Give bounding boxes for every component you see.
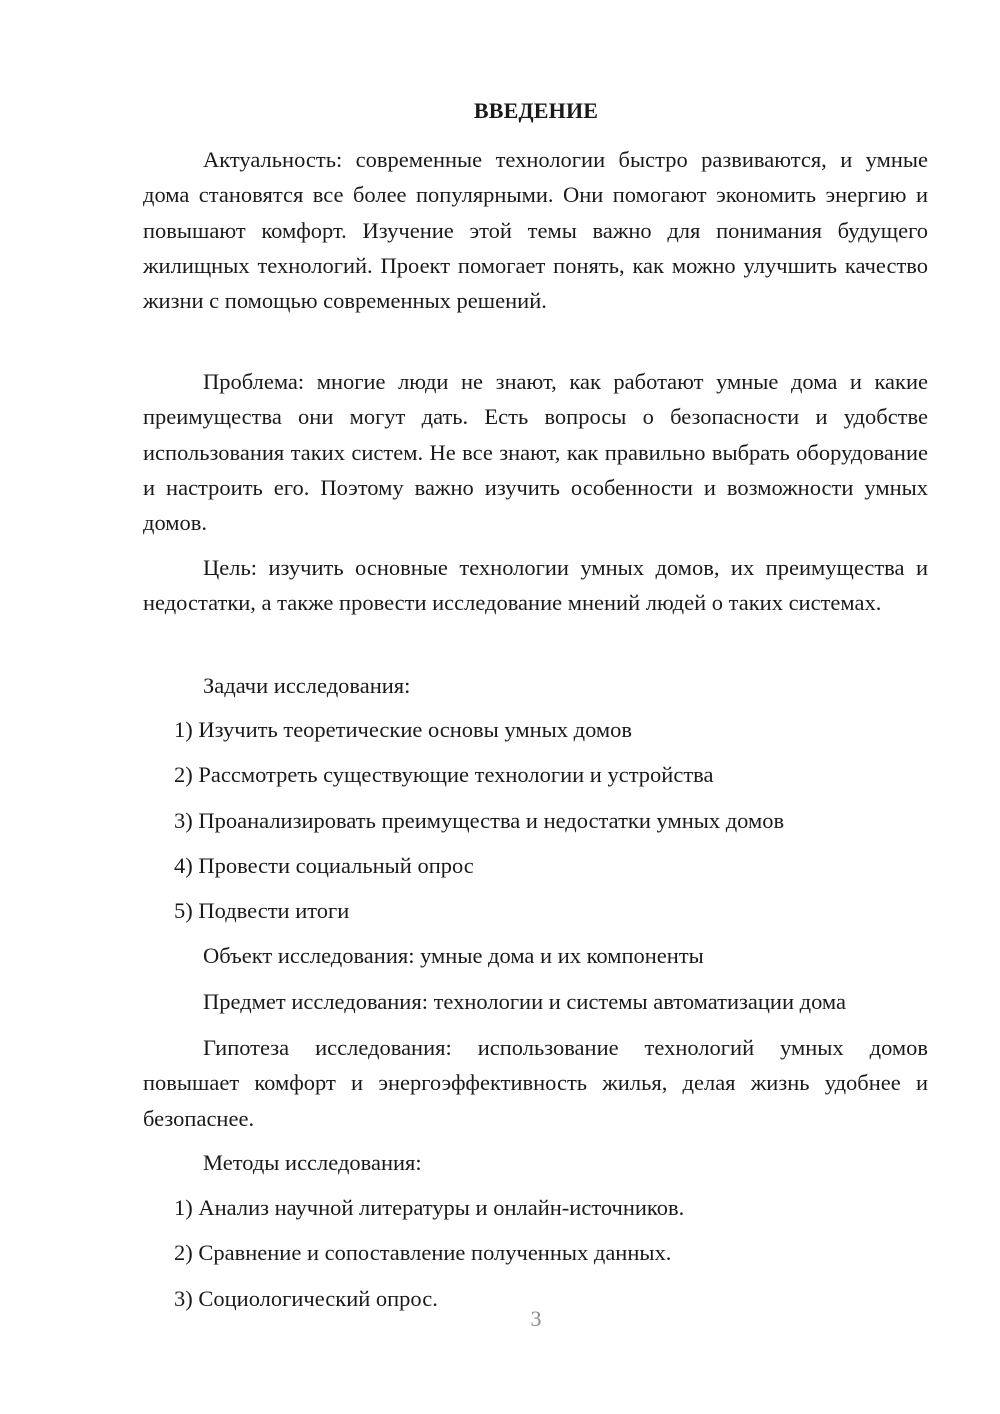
relevance-paragraph: Актуальность: современные технологии быстро развиваются, и умные дома становятся все более популярными. Они помогают экономить энергию и повышают комфорт. Изучение этой темы важно для понимания будущего жилищных технологий. Проект помогает понять, как можно улучшить качество жизни с помощью современных решений. — [143, 147, 928, 314]
method-item: 3) Социологический опрос. — [174, 1286, 438, 1311]
method-item: 1) Анализ научной литературы и онлайн-источников. — [174, 1195, 685, 1220]
task-item: 2) Рассмотреть существующие технологии и устройства — [174, 762, 714, 787]
section-heading: ВВЕДЕНИЕ — [473, 98, 599, 123]
hypothesis-paragraph: Гипотеза исследования: использование технологий умных домов повышает комфорт и энергоэффективность жилья, делая жизнь удобнее и безопаснее. — [143, 1035, 928, 1131]
research-object: Объект исследования: умные дома и их компоненты — [203, 943, 704, 968]
tasks-label: Задачи исследования: — [203, 673, 411, 698]
task-item: 5) Подвести итоги — [174, 898, 350, 923]
task-item: 1) Изучить теоретические основы умных домов — [174, 717, 633, 742]
methods-label: Методы исследования: — [203, 1150, 422, 1175]
research-subject: Предмет исследования: технологии и системы автоматизации дома — [203, 989, 846, 1014]
task-item: 3) Проанализировать преимущества и недостатки умных домов — [174, 808, 785, 833]
goal-paragraph: Цель: изучить основные технологии умных домов, их преимущества и недостатки, а также провести исследование мнений людей о таких системах. — [143, 555, 928, 616]
problem-paragraph: Проблема: многие люди не знают, как работают умные дома и какие преимущества они могут дать. Есть вопросы о безопасности и удобстве использования таких систем. Не все знают, как правильно выбрать оборудование и настроить его. Поэтому важно изучить особенности и возможности умных домов. — [143, 369, 928, 536]
task-item: 4) Провести социальный опрос — [174, 853, 474, 878]
method-item: 2) Сравнение и сопоставление полученных данных. — [174, 1240, 672, 1265]
page-number: 3 — [530, 1306, 542, 1331]
